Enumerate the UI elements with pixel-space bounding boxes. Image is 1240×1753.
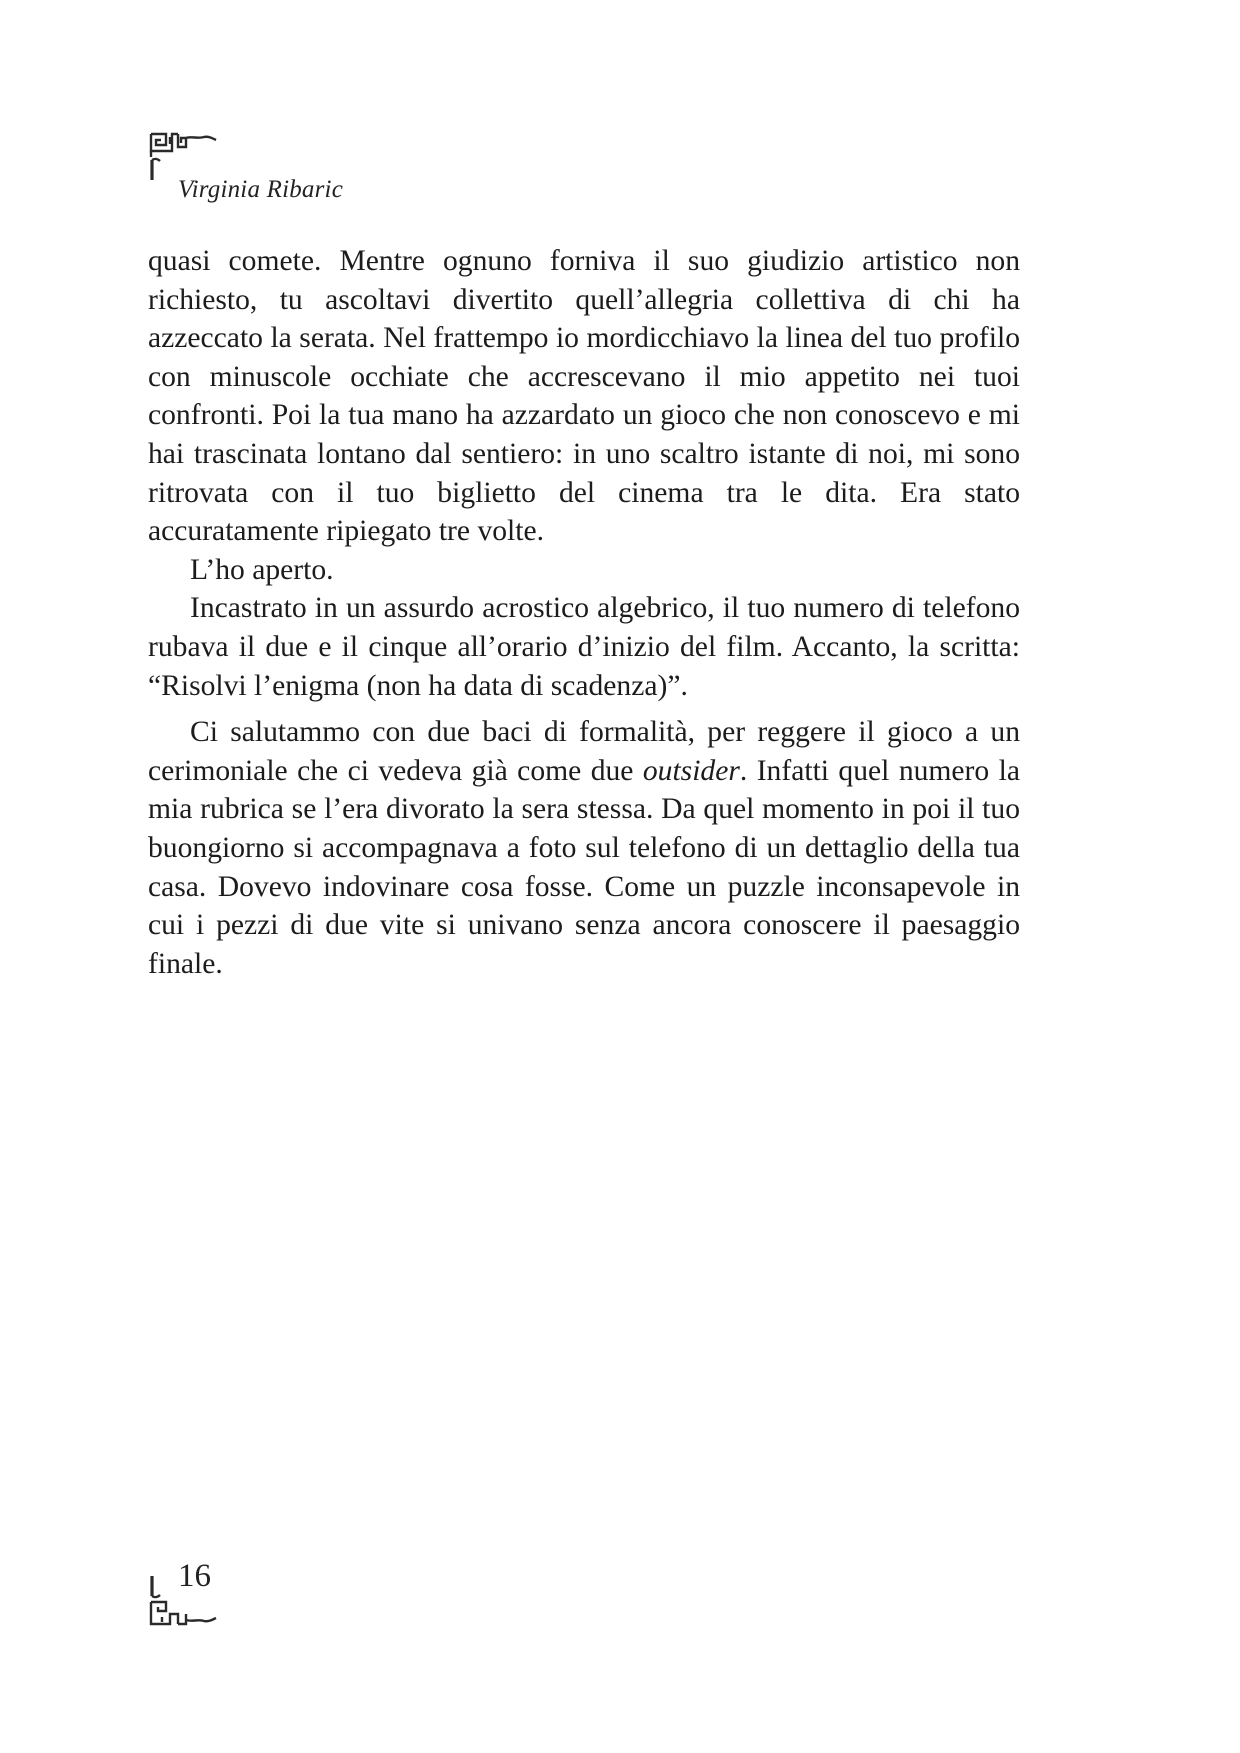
- paragraph-3: Incastrato in un assurdo acrostico algebrico, il tuo numero di telefono rubava il due e il cinque all’orario d’inizio del film. Accanto, la scritta: “Risolvi l’enigma (non ha data di scadenza)”.: [148, 592, 1020, 702]
- paragraph-4-part-1: Ci salutammo con due baci di formalità, per reggere il gioco a un cerimoniale che ci vedeva già come due: [148, 716, 1020, 787]
- body-text: [148, 242, 1020, 983]
- paragraph-1: quasi comete. Mentre ognuno forniva il suo giudizio artistico non richiesto, tu ascoltavi divertito quell’allegria collettiva di chi ha azzeccato la serata. Nel frattempo io mordicchiavo la linea del tuo profilo con minuscole occhiate che accrescevano il mio appetito nei tuoi confronti. Poi la tua mano ha azzardato un gioco che non conoscevo e mi hai trascinata lontano dal sentiero: in uno scaltro istante di noi, mi sono ritrovata con il tuo biglietto del cinema tra le dita. Era stato accuratamente ripiegato tre volte.: [148, 245, 1020, 548]
- paragraph-4-part-2: . Infatti quel numero la mia rubrica se l’era divorato la sera stessa. Da quel momento in poi il tuo buongiorno si accompagnava a foto sul telefono di un dettaglio della tua casa. Dovevo indovinare cosa fosse. Come un puzzle inconsapevole in cui i pezzi di due vite si univano senza ancora conoscere il paesaggio finale.: [148, 754, 1020, 980]
- corner-ornament-bottom-icon: [148, 1562, 218, 1628]
- page-number: 16: [178, 1558, 211, 1594]
- italic-term-outsider: outsider: [642, 754, 740, 787]
- paragraph-2: L’ho aperto.: [190, 553, 334, 586]
- running-head-author: Virginia Ribaric: [178, 176, 343, 203]
- paragraph-4: [148, 713, 1020, 983]
